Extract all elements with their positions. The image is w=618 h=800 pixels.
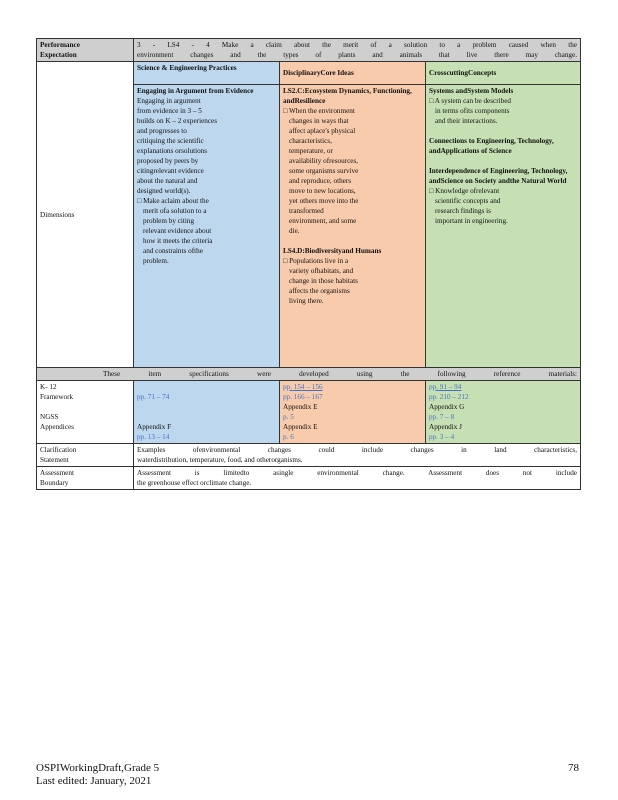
text-line: die. bbox=[289, 227, 300, 235]
text-line: in terms ofits components bbox=[435, 107, 510, 115]
references-row bbox=[37, 368, 580, 444]
ccc-column bbox=[426, 85, 580, 367]
text-line: research findings is bbox=[435, 207, 491, 215]
bullet-icon: □ bbox=[429, 97, 435, 105]
sep-ngss-link[interactable]: pp. 13 – 14 bbox=[137, 433, 170, 441]
references-labels: K- 12 Framework NGSS Appendices bbox=[37, 381, 134, 443]
bullet-icon: □ bbox=[283, 257, 290, 265]
dimensions-content bbox=[134, 85, 580, 367]
text-line: problem by citing bbox=[143, 217, 195, 225]
ccc-refs: pp. 91 – 94 pp. 210 – 212 Appendix G pp. 7 – 8 Appendix J pp. 3 – 4 bbox=[426, 381, 580, 443]
text-line: and constraints ofthe bbox=[143, 247, 203, 255]
ccc-lines-systems bbox=[429, 96, 577, 126]
dci-k12-link-a[interactable]: pp. 154 – 156 bbox=[283, 383, 323, 391]
dimensions-label: Dimensions bbox=[37, 62, 134, 367]
pe-line2: environment changes and the types of plants and animals that live there may change. bbox=[137, 51, 577, 59]
pe-line1: 3 - LS4 - 4 Make a claim about the merit of a solution to a problem caused when the bbox=[137, 41, 577, 49]
text-line: □ When the environment bbox=[283, 107, 355, 115]
sep-refs: pp. 71 – 74 Appendix F pp. 13 – 14 bbox=[134, 381, 280, 443]
ccc-header: CrosscuttingConcepts bbox=[426, 62, 580, 84]
dci-lines-ls2c bbox=[283, 106, 422, 236]
clarification-label: Clarification Statement bbox=[37, 444, 134, 466]
dci-title-ls4d: LS4.D:Biodiversityand Humans bbox=[283, 247, 382, 255]
text-line: designed world(s). bbox=[137, 187, 191, 195]
dci-ngss-link-2[interactable]: p. 6 bbox=[283, 433, 294, 441]
text-line: changes in ways that bbox=[289, 117, 349, 125]
text-line: □ Knowledge ofrelevant bbox=[429, 187, 500, 195]
boundary-label: Assessment Boundary bbox=[37, 467, 134, 489]
text-line: affect aplace's physical bbox=[289, 127, 356, 135]
k12-label: K- 12 bbox=[40, 383, 57, 391]
sep-header: Science & Engineering Practices bbox=[134, 62, 280, 84]
text-line: □ Make aclaim about the bbox=[137, 197, 209, 205]
dimensions-header bbox=[134, 62, 580, 85]
text-line: citingrelevant evidence bbox=[137, 167, 204, 175]
text-line: critiquing the scientific bbox=[137, 137, 204, 145]
dci-lines-ls4d bbox=[283, 256, 422, 306]
dci-column bbox=[280, 85, 426, 367]
ccc-title-systems: Systems andSystem Models bbox=[429, 87, 514, 95]
dci-ngss-link-1[interactable]: p. 5 bbox=[283, 413, 294, 421]
page-footer bbox=[36, 762, 159, 788]
text-line: Engaging in argument bbox=[137, 97, 201, 105]
sep-title: Engaging in Argument from Evidence bbox=[137, 87, 254, 95]
bullet-icon: □ bbox=[137, 197, 144, 205]
ccc-lines-interdependence bbox=[429, 186, 577, 226]
dci-refs: pp. 154 – 156 pp. 166 – 167 Appendix E p. 5 Appendix E p. 6 bbox=[280, 381, 426, 443]
text-line: living there. bbox=[289, 297, 324, 305]
text-line: yet others move into the bbox=[289, 197, 359, 205]
clarification-row bbox=[37, 444, 580, 467]
bullet-icon: □ bbox=[429, 187, 436, 195]
text-line: from evidence in 3 – 5 bbox=[137, 107, 202, 115]
text-line: variety ofhabitats, and bbox=[289, 267, 354, 275]
bullet-icon: □ bbox=[283, 107, 290, 115]
text-line: and reproduce, others bbox=[289, 177, 352, 185]
pe-text bbox=[134, 39, 580, 61]
dimensions-body bbox=[134, 62, 580, 367]
clarification-text: Examples ofenvironmental changes could include changes in land characteristics, waterdistribution, temperature, food, and otherorganisms. bbox=[137, 446, 577, 464]
references-body bbox=[37, 381, 580, 443]
pe-label: Performance Expectation bbox=[37, 39, 134, 61]
ccc-ngss-link-j[interactable]: pp. 3 – 4 bbox=[429, 433, 455, 441]
text-line: transformed bbox=[289, 207, 324, 215]
dci-title-ls2c: LS2.C:Ecosystem Dynamics, Functioning, andResilience bbox=[283, 87, 412, 105]
sep-k12-link[interactable]: pp. 71 – 74 bbox=[137, 393, 170, 401]
footer-last-edited: Last edited: January, 2021 bbox=[36, 775, 152, 787]
text-line: □ A system can be described bbox=[429, 97, 511, 105]
ccc-k12-link-a[interactable]: pp. 91 – 94 bbox=[429, 383, 462, 391]
ccc-title-interdependence: Interdependence of Engineering, Technology, andScience on Society andthe Natural World bbox=[429, 167, 568, 185]
text-line: and their interactions. bbox=[435, 117, 498, 125]
text-line: characteristics, bbox=[289, 137, 332, 145]
text-line: change in those habitats bbox=[289, 277, 358, 285]
text-line: move to new locations, bbox=[289, 187, 356, 195]
ccc-k12-link-b[interactable]: pp. 210 – 212 bbox=[429, 393, 469, 401]
ccc-title-connections: Connections to Engineering, Technology, andApplications of Science bbox=[429, 137, 554, 155]
footer-doc-title: OSPIWorkingDraft,Grade 5 bbox=[36, 762, 160, 774]
text-line: about the natural and bbox=[137, 177, 198, 185]
performance-expectation-row bbox=[37, 39, 580, 62]
text-line: some organisms survive bbox=[289, 167, 359, 175]
text-line: environment, and some bbox=[289, 217, 357, 225]
ccc-ngss-link-g[interactable]: pp. 7 – 8 bbox=[429, 413, 455, 421]
text-line: proposed by peers by bbox=[137, 157, 199, 165]
text-line: scientific concepts and bbox=[435, 197, 501, 205]
ngss-label: NGSS bbox=[40, 413, 59, 421]
page-number: 78 bbox=[568, 762, 579, 774]
dci-header: DisciplinaryCore Ideas bbox=[280, 62, 426, 84]
sep-column bbox=[134, 85, 280, 367]
text-line: relevant evidence about bbox=[143, 227, 212, 235]
text-line: □ Populations live in a bbox=[283, 257, 349, 265]
references-intro: These item specifications were developed using the following reference materials: bbox=[37, 368, 580, 381]
text-line: important in engineering. bbox=[435, 217, 508, 225]
text-line: problem. bbox=[143, 257, 169, 265]
dci-k12-link-b[interactable]: pp. 166 – 167 bbox=[283, 393, 323, 401]
sep-lines bbox=[137, 96, 276, 266]
text-line: builds on K – 2 experiences bbox=[137, 117, 218, 125]
text-line: explanations orsolutions bbox=[137, 147, 208, 155]
text-line: affects the organisms bbox=[289, 287, 350, 295]
boundary-text: Assessment is limitedto asingle environmental change. Assessment does not include the greenhouse effect orclimate change. bbox=[137, 469, 577, 487]
text-line: merit ofa solution to a bbox=[143, 207, 207, 215]
text-line: availability ofresources, bbox=[289, 157, 359, 165]
text-line: how it meets the criteria bbox=[143, 237, 213, 245]
dimensions-row bbox=[37, 62, 580, 368]
boundary-row bbox=[37, 467, 580, 489]
text-line: temperature, or bbox=[289, 147, 333, 155]
assessment-spec-table bbox=[36, 38, 581, 490]
text-line: and progresses to bbox=[137, 127, 187, 135]
